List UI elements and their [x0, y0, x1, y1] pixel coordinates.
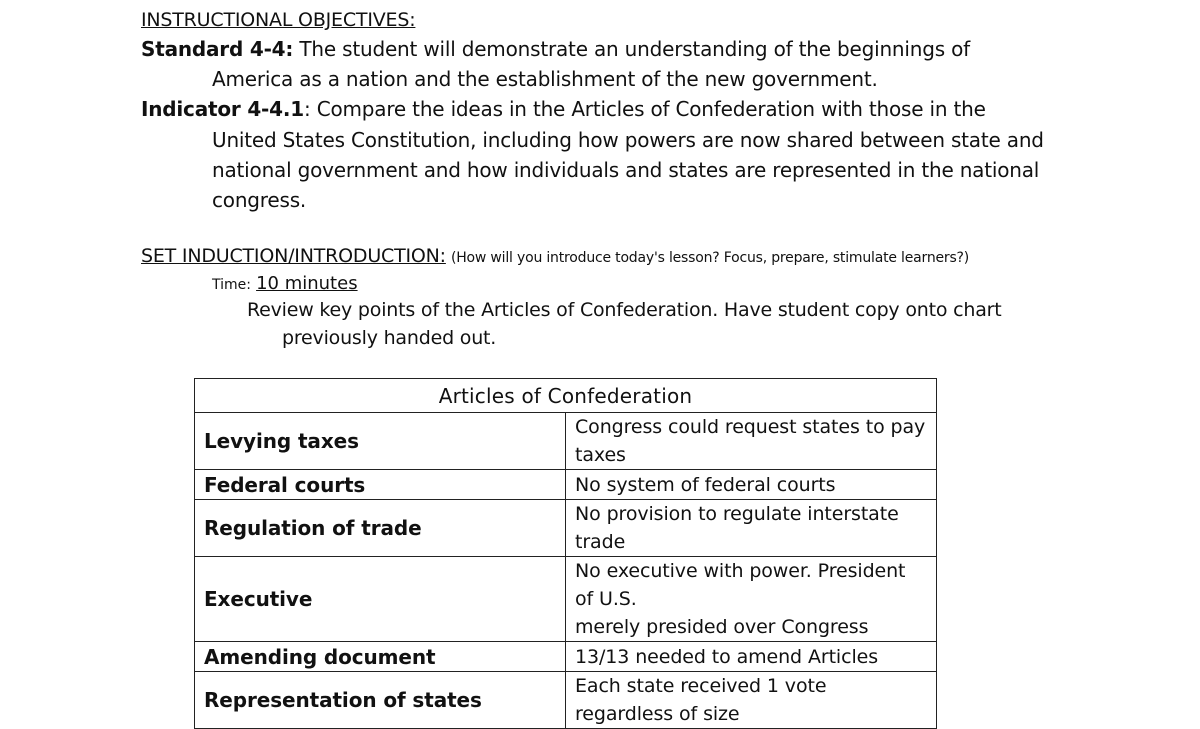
indicator-line-1	[141, 97, 986, 121]
row-topic: Executive	[195, 557, 566, 642]
row-detail: Congress could request states to pay taxes	[566, 413, 937, 470]
row-detail	[566, 557, 937, 642]
instruction-line-2: previously handed out.	[282, 327, 497, 349]
table-title: Articles of Confederation	[195, 379, 937, 413]
articles-table	[194, 378, 937, 729]
indicator-label: Indicator 4-4.1	[141, 97, 304, 121]
row-detail: No system of federal courts	[566, 470, 937, 500]
time-line	[212, 273, 358, 294]
row-topic: Levying taxes	[195, 413, 566, 470]
table-row	[195, 470, 937, 500]
table-row	[195, 642, 937, 672]
time-label: Time:	[212, 277, 251, 293]
standard-text: The student will demonstrate an understanding of the beginnings of	[299, 37, 970, 61]
standard-line-1	[141, 37, 970, 61]
row-topic: Regulation of trade	[195, 500, 566, 557]
row-topic: Representation of states	[195, 672, 566, 729]
row-topic: Federal courts	[195, 470, 566, 500]
objectives-heading: INSTRUCTIONAL OBJECTIVES:	[141, 9, 416, 31]
row-detail-line-2: merely presided over Congress	[575, 616, 869, 638]
table-row	[195, 500, 937, 557]
row-detail: No provision to regulate interstate trade	[566, 500, 937, 557]
indicator-line-3: national government and how individuals and states are represented in the national	[212, 158, 1040, 182]
time-value: 10 minutes	[256, 273, 358, 294]
table-row	[195, 672, 937, 729]
row-topic: Amending document	[195, 642, 566, 672]
standard-label: Standard 4-4:	[141, 37, 294, 61]
induction-heading: SET INDUCTION/INTRODUCTION:	[141, 245, 446, 267]
table-row	[195, 557, 937, 642]
indicator-line-2: United States Constitution, including how powers are now shared between state and	[212, 128, 1044, 152]
table-row	[195, 413, 937, 470]
standard-line-2: America as a nation and the establishment of the new government.	[212, 67, 878, 91]
induction-prompt: (How will you introduce today's lesson? Focus, prepare, stimulate learners?)	[450, 250, 970, 266]
row-detail: Each state received 1 vote regardless of size	[566, 672, 937, 729]
indicator-colon: :	[303, 97, 311, 121]
instruction-line-1: Review key points of the Articles of Confederation. Have student copy onto chart	[247, 299, 1002, 321]
row-detail-line-1: No executive with power. President of U.S.	[575, 560, 906, 610]
row-detail: 13/13 needed to amend Articles	[566, 642, 937, 672]
induction-line	[141, 245, 969, 267]
indicator-text: Compare the ideas in the Articles of Confederation with those in the	[316, 97, 986, 121]
indicator-line-4: congress.	[212, 188, 307, 212]
table-header-row	[195, 379, 937, 413]
